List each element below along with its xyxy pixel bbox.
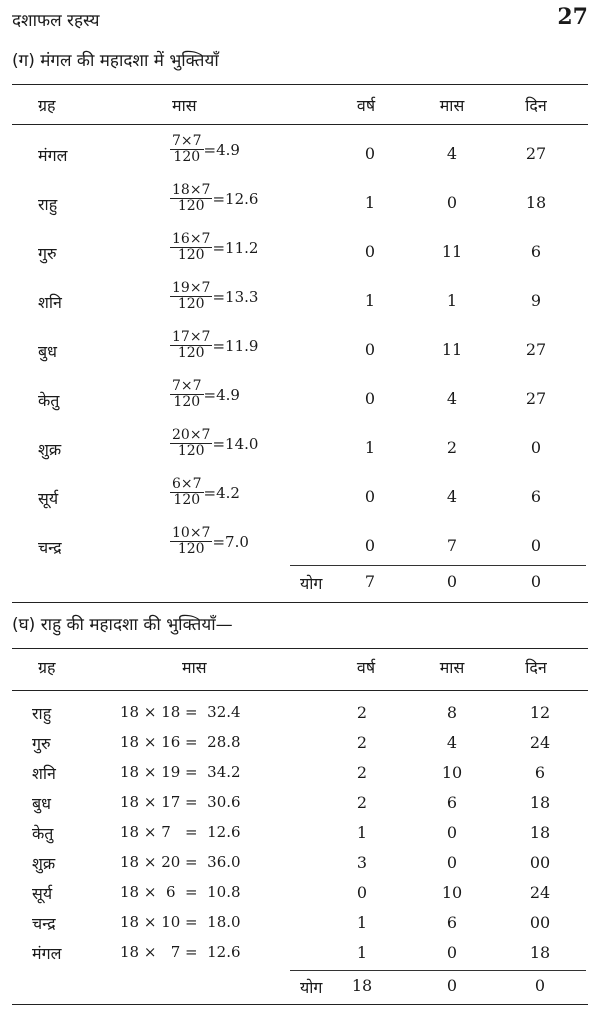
month-calculation: 18 × 6 = 10.8 [120, 883, 241, 901]
months-value: 6 [446, 793, 458, 812]
days-value: 24 [529, 733, 551, 752]
planet-name: केतु [38, 391, 60, 410]
running-title: दशाफल रहस्य [12, 11, 100, 31]
fraction-denominator: 120 [177, 443, 205, 459]
col-months-header: मास [439, 658, 465, 677]
months-value: 0 [446, 943, 458, 962]
table-row [0, 428, 600, 472]
col-months-header: मास [439, 96, 465, 115]
table-row [0, 940, 600, 968]
month-calculation: 18 × 10 = 18.0 [120, 913, 241, 931]
month-calculation: 18 × 20 = 36.0 [120, 853, 241, 871]
table-row [0, 183, 600, 227]
years-value: 1 [356, 913, 368, 932]
years-value: 3 [356, 853, 368, 872]
planet-name: गुरु [38, 244, 57, 263]
fraction [170, 428, 212, 459]
col-calc-header: मास [172, 96, 197, 115]
table-row [0, 820, 600, 848]
month-fraction [170, 379, 240, 410]
fraction [170, 379, 204, 410]
total-days: 0 [534, 976, 546, 995]
fraction [170, 330, 212, 361]
planet-name: मंगल [32, 944, 62, 963]
years-value: 2 [356, 793, 368, 812]
fraction-result: =4.9 [203, 140, 240, 159]
days-value: 9 [530, 291, 542, 310]
col-days-header: दिन [525, 96, 547, 115]
fraction-numerator: 18×7 [172, 182, 211, 198]
section-gh-header-rule [12, 690, 588, 691]
fraction-denominator: 120 [177, 541, 205, 557]
days-value: 00 [529, 853, 551, 872]
table-row [0, 700, 600, 728]
section-g-header-row [0, 94, 600, 124]
fraction-result: =12.6 [212, 189, 259, 208]
months-value: 4 [446, 389, 458, 408]
month-fraction [170, 183, 258, 214]
planet-name: शुक्र [32, 854, 56, 873]
table-row [0, 379, 600, 423]
days-value: 00 [529, 913, 551, 932]
months-value: 6 [446, 913, 458, 932]
years-value: 1 [364, 291, 376, 310]
fraction-denominator: 120 [173, 394, 201, 410]
table-row [0, 232, 600, 276]
section-g-bottom-rule [12, 602, 588, 603]
planet-name: चन्द्र [38, 538, 62, 557]
years-value: 2 [356, 703, 368, 722]
months-value: 11 [441, 242, 463, 261]
table-row [0, 910, 600, 938]
fraction [170, 183, 212, 214]
total-days: 0 [530, 572, 542, 591]
years-value: 1 [364, 193, 376, 212]
fraction-numerator: 6×7 [172, 476, 202, 492]
month-calculation: 18 × 7 = 12.6 [120, 823, 241, 841]
fraction [170, 281, 212, 312]
days-value: 0 [530, 536, 542, 555]
days-value: 18 [529, 793, 551, 812]
month-fraction [170, 232, 258, 263]
planet-name: केतु [32, 824, 54, 843]
days-value: 6 [534, 763, 546, 782]
planet-name: राहु [38, 195, 58, 214]
years-value: 1 [364, 438, 376, 457]
section-g-heading: (ग) मंगल की महादशा में भुक्तियाँ [12, 51, 219, 71]
month-fraction [170, 134, 240, 165]
planet-name: सूर्य [32, 884, 53, 903]
table-row [0, 760, 600, 788]
days-value: 18 [529, 943, 551, 962]
years-value: 2 [356, 733, 368, 752]
fraction-result: =7.0 [212, 532, 249, 551]
month-calculation: 18 × 19 = 34.2 [120, 763, 241, 781]
months-value: 4 [446, 733, 458, 752]
days-value: 6 [530, 242, 542, 261]
days-value: 24 [529, 883, 551, 902]
col-years-header: वर्ष [356, 96, 376, 115]
total-months: 0 [446, 976, 458, 995]
total-months: 0 [446, 572, 458, 591]
col-planet-header: ग्रह [38, 96, 56, 115]
section-g-header-rule [12, 124, 588, 125]
fraction-denominator: 120 [173, 492, 201, 508]
planet-name: बुध [32, 794, 51, 813]
table-row [0, 790, 600, 818]
months-value: 10 [441, 763, 463, 782]
table-row [0, 880, 600, 908]
years-value: 0 [364, 242, 376, 261]
fraction-denominator: 120 [177, 296, 205, 312]
total-years: 18 [351, 976, 373, 995]
col-days-header: दिन [525, 658, 547, 677]
month-calculation: 18 × 7 = 12.6 [120, 943, 241, 961]
years-value: 0 [356, 883, 368, 902]
section-gh-header-row [0, 656, 600, 686]
total-label: योग [300, 978, 323, 997]
months-value: 4 [446, 144, 458, 163]
years-value: 2 [356, 763, 368, 782]
fraction-denominator: 120 [177, 198, 205, 214]
fraction-numerator: 16×7 [172, 231, 211, 247]
years-value: 1 [356, 823, 368, 842]
fraction-denominator: 120 [173, 149, 201, 165]
planet-name: गुरु [32, 734, 51, 753]
section-gh-bottom-rule [12, 1004, 588, 1005]
month-calculation: 18 × 17 = 30.6 [120, 793, 241, 811]
section-gh-total-rule [290, 970, 586, 971]
table-row [0, 850, 600, 878]
months-value: 7 [446, 536, 458, 555]
fraction-numerator: 7×7 [172, 133, 202, 149]
days-value: 18 [525, 193, 547, 212]
fraction-numerator: 20×7 [172, 427, 211, 443]
planet-name: बुध [38, 342, 57, 361]
fraction [170, 232, 212, 263]
years-value: 1 [356, 943, 368, 962]
days-value: 12 [529, 703, 551, 722]
month-fraction [170, 526, 249, 557]
fraction-numerator: 19×7 [172, 280, 211, 296]
col-years-header: वर्ष [356, 658, 376, 677]
years-value: 0 [364, 389, 376, 408]
months-value: 11 [441, 340, 463, 359]
days-value: 0 [530, 438, 542, 457]
months-value: 2 [446, 438, 458, 457]
planet-name: शनि [38, 293, 62, 312]
table-row [0, 526, 600, 570]
section-g-total-row [0, 572, 600, 598]
col-calc-header: मास [182, 658, 207, 677]
fraction-result: =11.9 [212, 336, 259, 355]
planet-name: मंगल [38, 146, 68, 165]
months-value: 0 [446, 853, 458, 872]
fraction-result: =4.2 [203, 483, 240, 502]
days-value: 18 [529, 823, 551, 842]
days-value: 27 [525, 340, 547, 359]
days-value: 27 [525, 389, 547, 408]
fraction-result: =11.2 [212, 238, 259, 257]
months-value: 0 [446, 823, 458, 842]
fraction-numerator: 7×7 [172, 378, 202, 394]
months-value: 10 [441, 883, 463, 902]
fraction-result: =4.9 [203, 385, 240, 404]
section-g-total-rule [290, 565, 586, 566]
page-header [0, 0, 600, 40]
table-row [0, 477, 600, 521]
month-fraction [170, 281, 258, 312]
months-value: 4 [446, 487, 458, 506]
fraction-numerator: 10×7 [172, 525, 211, 541]
month-calculation: 18 × 16 = 28.8 [120, 733, 241, 751]
months-value: 8 [446, 703, 458, 722]
section-gh-heading: (घ) राहु की महादशा की भुक्तियाँ— [12, 615, 233, 635]
page-number: 27 [557, 4, 588, 30]
fraction [170, 134, 204, 165]
planet-name: शनि [32, 764, 56, 783]
planet-name: शुक्र [38, 440, 62, 459]
month-fraction [170, 330, 258, 361]
planet-name: सूर्य [38, 489, 59, 508]
planet-name: चन्द्र [32, 914, 56, 933]
months-value: 1 [446, 291, 458, 310]
fraction-numerator: 17×7 [172, 329, 211, 345]
days-value: 27 [525, 144, 547, 163]
col-planet-header: ग्रह [38, 658, 56, 677]
years-value: 0 [364, 144, 376, 163]
fraction [170, 477, 204, 508]
total-label: योग [300, 574, 323, 593]
fraction-result: =13.3 [212, 287, 259, 306]
years-value: 0 [364, 536, 376, 555]
section-gh-top-rule [12, 648, 588, 649]
total-years: 7 [364, 572, 376, 591]
month-calculation: 18 × 18 = 32.4 [120, 703, 241, 721]
months-value: 0 [446, 193, 458, 212]
fraction [170, 526, 212, 557]
fraction-result: =14.0 [212, 434, 259, 453]
table-row [0, 730, 600, 758]
years-value: 0 [364, 487, 376, 506]
table-row [0, 281, 600, 325]
fraction-denominator: 120 [177, 345, 205, 361]
month-fraction [170, 428, 258, 459]
years-value: 0 [364, 340, 376, 359]
section-g-top-rule [12, 84, 588, 85]
planet-name: राहु [32, 704, 52, 723]
fraction-denominator: 120 [177, 247, 205, 263]
table-row [0, 134, 600, 178]
table-row [0, 330, 600, 374]
month-fraction [170, 477, 240, 508]
section-gh-total-row [0, 976, 600, 1000]
days-value: 6 [530, 487, 542, 506]
